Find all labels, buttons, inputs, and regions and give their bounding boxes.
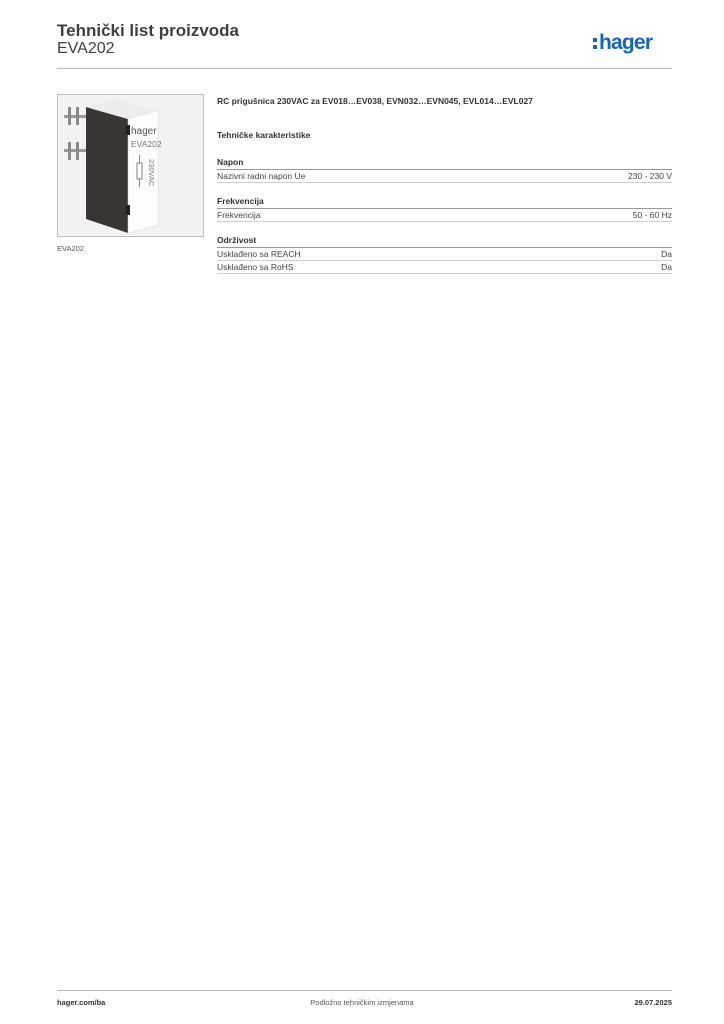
page-title: Tehnički list proizvoda [57,21,239,40]
photo-voltage: 230VAC [147,159,156,187]
spec-group-title: Napon [217,156,672,170]
spec-value: Da [661,249,672,259]
logo-dot-bottom [593,45,597,49]
module-dark-side [86,107,128,233]
product-illustration [58,95,204,237]
spec-group-voltage [217,156,672,183]
spec-group-title: Frekvencija [217,195,672,209]
spec-label: Frekvencija [217,210,261,220]
spec-value: 230 - 230 V [628,171,672,181]
footer-note: Podložno tehničkim izmjenama [310,998,414,1007]
spec-label: Nazivni radni napon Ue [217,171,306,181]
spec-row [217,170,672,183]
image-caption: EVA202 [57,244,84,253]
spec-row [217,261,672,274]
photo-model: EVA202 [131,139,162,149]
logo-dot-top [593,38,597,42]
spec-label: Usklađeno sa REACH [217,249,301,259]
spec-group-frequency [217,195,672,222]
pin-upper [64,115,86,118]
product-code: EVA202 [57,40,115,57]
spec-row [217,209,672,222]
footer-divider [57,990,672,991]
header-divider [57,68,672,69]
spec-group-sustainability [217,234,672,274]
spec-row [217,248,672,261]
spec-value: Da [661,262,672,272]
photo-brand: hager [131,126,157,137]
product-image [57,94,204,237]
pin-lower [64,149,86,152]
footer-date: 29.07.2025 [634,998,672,1007]
spec-value: 50 - 60 Hz [632,210,672,220]
specs-section-title: Tehničke karakteristike [217,130,311,140]
product-description: RC prigušnica 230VAC za EV018…EV038, EVN032…EVN045, EVL014…EVL027 [217,96,533,106]
footer-website[interactable]: hager.com/ba [57,998,106,1007]
spec-label: Usklađeno sa RoHS [217,262,294,272]
hager-logo [592,28,674,58]
logo-text: hager [599,31,653,54]
spec-group-title: Održivost [217,234,672,248]
